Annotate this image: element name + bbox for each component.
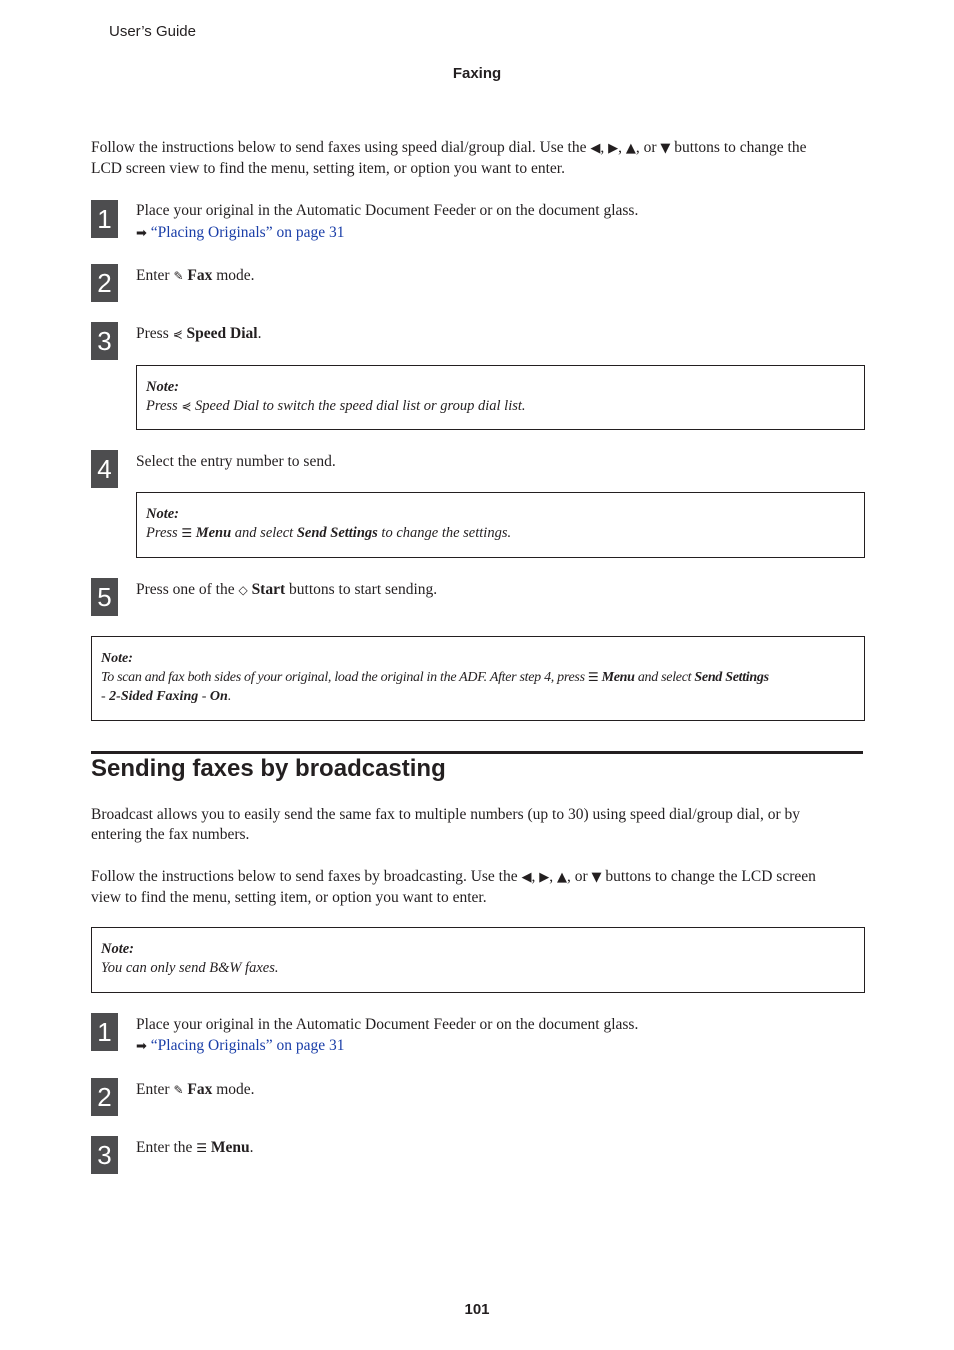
step-text: mode. <box>216 1081 255 1098</box>
step-text: Press one of the <box>136 581 235 598</box>
para-line: view to find the menu, setting item, or option you want to enter. <box>91 889 487 906</box>
send-settings-label: Send Settings <box>694 670 769 685</box>
step-3-text <box>136 1138 254 1158</box>
fax-label: Fax <box>187 1081 213 1098</box>
step-number-2: 2 <box>91 1078 118 1116</box>
menu-icon: ☰ <box>196 1141 208 1155</box>
heading-rule <box>91 751 863 754</box>
note-text: To scan and fax both sides of your original, load the original in the ADF. After step 4, press <box>101 670 585 685</box>
note-bw-only <box>91 927 865 993</box>
menu-icon: ☰ <box>181 526 193 540</box>
start-icon: ◇ <box>238 583 248 597</box>
step-2-text <box>136 1080 255 1100</box>
right-arrow-icon: ▶ <box>539 870 550 885</box>
broadcast-paragraph-2 <box>91 867 871 908</box>
step-text: . <box>257 325 262 342</box>
step-3-text <box>136 324 261 344</box>
sep: , or <box>635 139 657 156</box>
dash: - <box>201 689 207 704</box>
step-number-3: 3 <box>91 1136 118 1174</box>
fax-icon: ✎ <box>173 1083 184 1097</box>
step-text: Enter <box>136 267 170 284</box>
intro-line2: LCD screen view to find the menu, setting item, or option you want to enter. <box>91 160 565 177</box>
para-line: Broadcast allows you to easily send the same fax to multiple numbers (up to 30) using speed dial/group dial, or by <box>91 806 800 823</box>
step-text: mode. <box>216 267 255 284</box>
section-title: Faxing <box>452 65 502 82</box>
note-title: Note: <box>146 506 180 522</box>
speed-dial-label: Speed Dial <box>186 325 258 342</box>
menu-label: Menu <box>210 1139 250 1156</box>
speed-dial-icon: ⋞ <box>172 327 183 341</box>
note-menu-settings <box>136 492 865 558</box>
up-arrow-icon: ▲ <box>625 141 636 156</box>
note-title: Note: <box>146 379 180 395</box>
on-label: On <box>209 689 228 704</box>
para-line: entering the fax numbers. <box>91 826 250 843</box>
right-arrow-icon: ▶ <box>608 141 619 156</box>
sep: , <box>531 868 536 885</box>
note-text: and select <box>234 525 294 541</box>
step-1-text <box>136 1015 876 1057</box>
para-text: buttons to change the LCD screen <box>605 868 816 885</box>
down-arrow-icon: ▼ <box>660 141 671 156</box>
para-text: Follow the instructions below to send faxes by broadcasting. Use the <box>91 868 518 885</box>
note-two-sided <box>91 636 865 721</box>
step-number-3: 3 <box>91 322 118 360</box>
step-1-instruction: Place your original in the Automatic Document Feeder or on the document glass. <box>136 1016 639 1033</box>
link-arrow-icon: ➡ <box>136 226 147 241</box>
step-1-instruction: Place your original in the Automatic Document Feeder or on the document glass. <box>136 202 639 219</box>
note-text: Press <box>146 398 178 414</box>
sep: , <box>600 139 605 156</box>
note-title: Note: <box>101 941 135 957</box>
step-text: Press <box>136 325 169 342</box>
note-text: and select <box>637 670 692 685</box>
note-text: to change the settings. <box>381 525 512 541</box>
note-title: Note: <box>101 651 133 666</box>
sep: , <box>549 868 554 885</box>
sep: , <box>618 139 622 156</box>
section-heading: Sending faxes by broadcasting <box>91 755 446 782</box>
note-speed-dial <box>136 365 865 430</box>
left-arrow-icon: ◀ <box>590 141 601 156</box>
step-number-1: 1 <box>91 1013 118 1051</box>
note-text: Speed Dial to switch the speed dial list or group dial list. <box>195 398 526 414</box>
step-number-1: 1 <box>91 200 118 238</box>
placing-originals-link[interactable]: “Placing Originals” on page 31 <box>150 224 345 241</box>
left-arrow-icon: ◀ <box>521 870 532 885</box>
fax-icon: ✎ <box>173 269 184 283</box>
step-5-text <box>136 580 437 600</box>
step-text: . <box>249 1139 254 1156</box>
step-2-text <box>136 266 255 286</box>
page-number: 101 <box>464 1301 490 1318</box>
speed-dial-icon: ⋞ <box>181 399 192 413</box>
step-number-2: 2 <box>91 264 118 302</box>
start-label: Start <box>251 581 286 598</box>
intro-text: Follow the instructions below to send faxes using speed dial/group dial. Use the <box>91 139 587 156</box>
intro-paragraph <box>91 138 871 179</box>
step-text: Enter the <box>136 1139 193 1156</box>
note-text: You can only send B&W faxes. <box>101 960 279 976</box>
broadcast-paragraph-1 <box>91 805 871 845</box>
two-sided-faxing-label: 2-Sided Faxing <box>109 689 199 704</box>
fax-label: Fax <box>187 267 213 284</box>
dash: - <box>101 689 106 704</box>
up-arrow-icon: ▲ <box>556 870 567 885</box>
step-1-text <box>136 201 876 244</box>
menu-label: Menu <box>601 670 635 685</box>
note-text: Press <box>146 525 178 541</box>
period: . <box>227 689 232 704</box>
link-arrow-icon: ➡ <box>136 1039 147 1054</box>
placing-originals-link[interactable]: “Placing Originals” on page 31 <box>150 1037 345 1054</box>
step-text: Enter <box>136 1081 170 1098</box>
sep: , or <box>566 868 588 885</box>
down-arrow-icon: ▼ <box>591 870 602 885</box>
send-settings-label: Send Settings <box>296 525 378 541</box>
step-number-4: 4 <box>91 450 118 488</box>
step-text: buttons to start sending. <box>289 581 438 598</box>
menu-icon: ☰ <box>587 670 599 684</box>
running-header-guide: User’s Guide <box>109 23 196 40</box>
intro-text-end: buttons to change the <box>674 139 807 156</box>
step-number-5: 5 <box>91 578 118 616</box>
step-4-text: Select the entry number to send. <box>136 453 336 470</box>
menu-label: Menu <box>195 525 232 541</box>
